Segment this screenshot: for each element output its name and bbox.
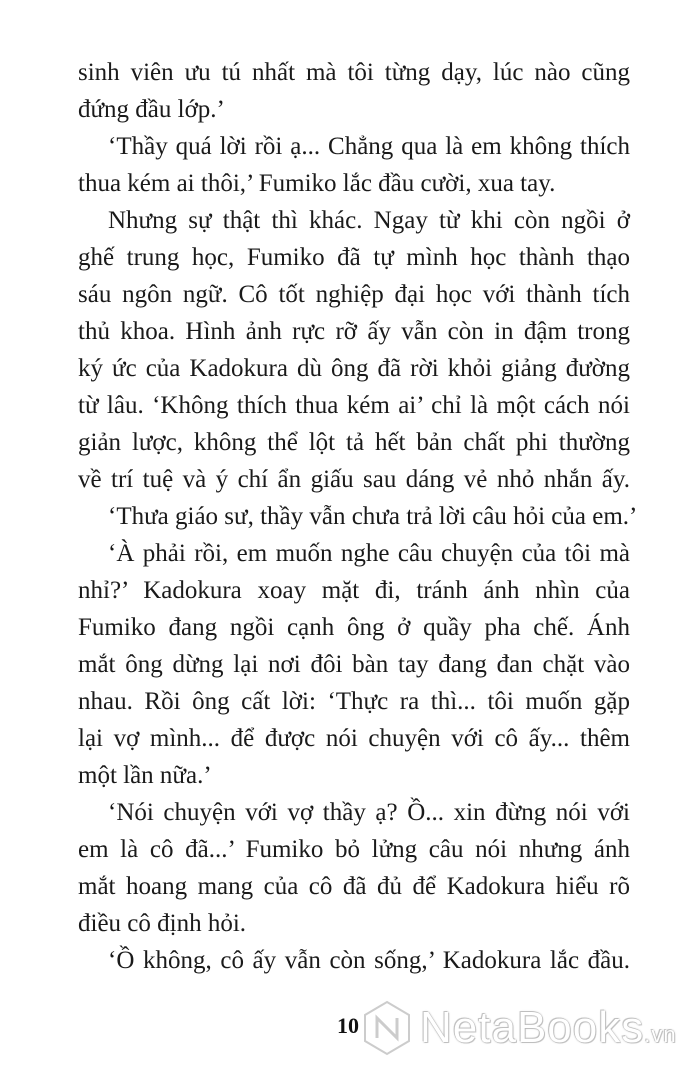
text-line: sinh viên ưu tú nhất mà tôi từng dạy, lúc nào cũng [78, 59, 630, 86]
book-page-text [78, 54, 638, 979]
text-line: về trí tuệ và ý chí ẩn giấu sau dáng vẻ nhỏ nhắn ấy. [78, 466, 630, 493]
text-line: ‘Nói chuyện với vợ thầy ạ? Ồ... xin đừng nói với [108, 799, 630, 826]
text-line: ‘Thưa giáo sư, thầy vẫn chưa trả lời câu hỏi của em.’ [108, 503, 638, 530]
text-line: Fumiko đang ngồi cạnh ông ở quầy pha chế. Ánh [78, 614, 630, 641]
text-line: điều cô định hỏi. [78, 910, 247, 937]
text-line: ‘Ồ không, cô ấy vẫn còn sống,’ Kadokura lắc đầu. [108, 947, 630, 974]
text-line: nhau. Rồi ông cất lời: ‘Thực ra thì... tôi muốn gặp [78, 688, 630, 715]
text-line: một lần nữa.’ [78, 762, 212, 789]
text-line: thua kém ai thôi,’ Fumiko lắc đầu cười, xua tay. [78, 170, 556, 197]
text-line: từ lâu. ‘Không thích thua kém ai’ chỉ là một cách nói [78, 392, 630, 419]
watermark-brand: NetaBooks [420, 1003, 645, 1052]
text-line: giản lược, không thể lột tả hết bản chất phi thường [78, 429, 630, 456]
text-line: ‘À phải rồi, em muốn nghe câu chuyện của tôi mà [108, 540, 630, 567]
watermark-suffix: .vn [644, 1022, 677, 1047]
text-line: mắt ông dừng lại nơi đôi bàn tay đang đan chặt vào [78, 651, 630, 678]
text-line: Nhưng sự thật thì khác. Ngay từ khi còn ngồi ở [108, 207, 630, 234]
text-line: thủ khoa. Hình ảnh rực rỡ ấy vẫn còn in đậm trong [78, 318, 630, 345]
text-line: sáu ngôn ngữ. Cô tốt nghiệp đại học với thành tích [78, 281, 630, 308]
text-line: nhỉ?’ Kadokura xoay mặt đi, tránh ánh nhìn của [78, 577, 630, 604]
text-line: ‘Thầy quá lời rồi ạ... Chẳng qua là em không thích [108, 133, 630, 160]
page-number: 10 [337, 1013, 359, 1038]
watermark-logo [362, 1000, 677, 1056]
text-line: em là cô đã...’ Fumiko bỏ lửng câu nói nhưng ánh [78, 836, 630, 863]
text-line: đứng đầu lớp.’ [78, 96, 225, 123]
text-line: ký ức của Kadokura dù ông đã rời khỏi giảng đường [78, 355, 630, 382]
netabooks-hexagon-icon [362, 1000, 412, 1056]
text-line: mắt hoang mang của cô đã đủ để Kadokura hiểu rõ [78, 873, 630, 900]
text-line: lại vợ mình... để được nói chuyện với cô ấy... thêm [78, 725, 630, 752]
text-line: ghế trung học, Fumiko đã tự mình học thành thạo [78, 244, 630, 271]
